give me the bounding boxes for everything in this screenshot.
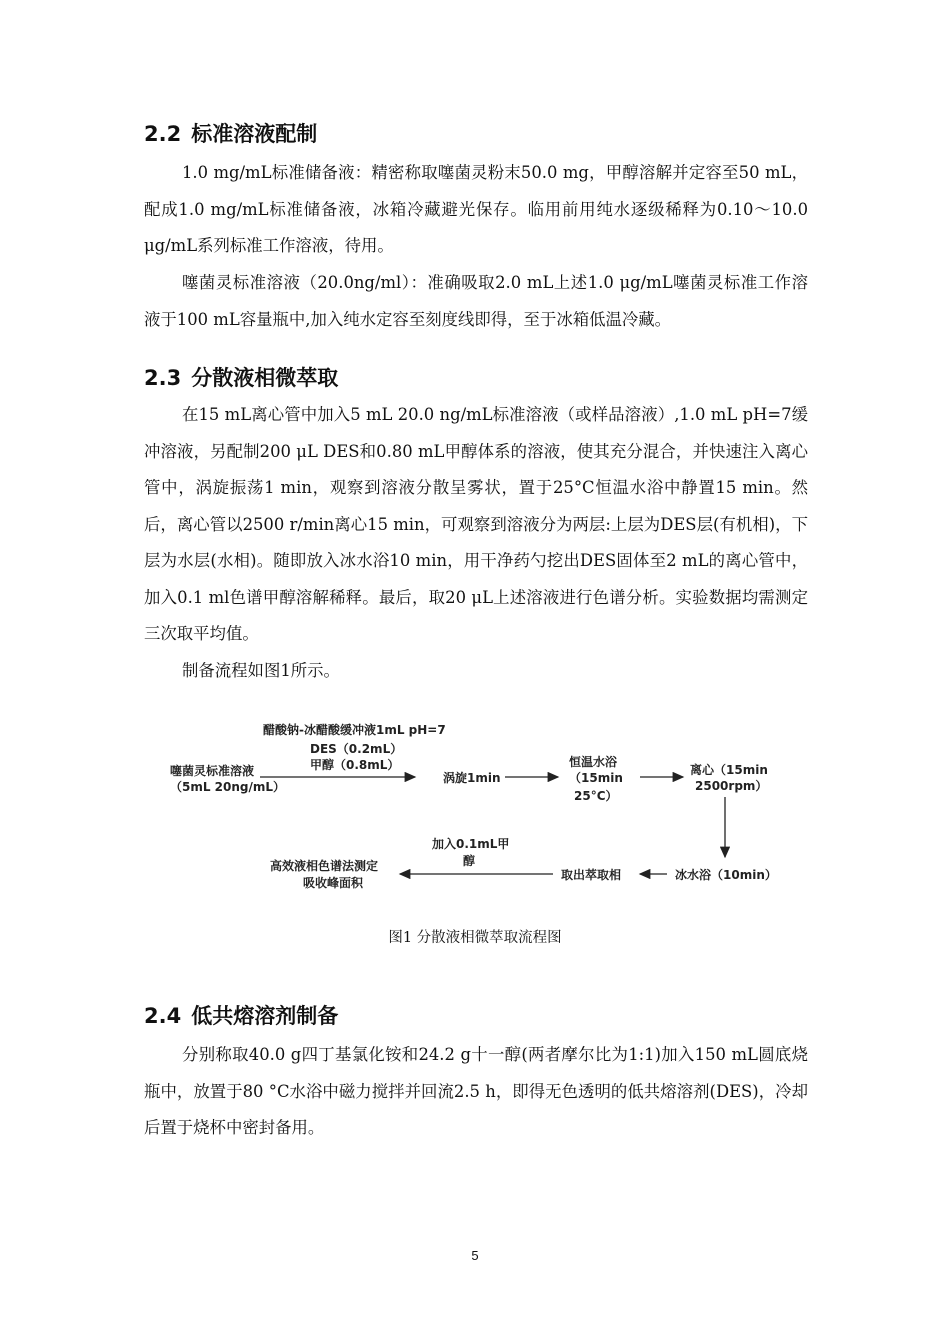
centrifuge-step: 离心（15min <box>690 763 768 777</box>
paragraph-standard-solution: 噻菌灵标准溶液（20.0ng/ml）：准确吸取2.0 mL上述1.0 μg/mL噻菌灵标准工作溶液于100 mL容量瓶中,加入纯水定容至刻度线即得，至于冰箱低温冷藏。 <box>144 273 808 329</box>
section-heading-2-4 <box>144 1000 338 1030</box>
water-bath-temp: 25°C） <box>574 789 618 803</box>
reagent-des-label: DES（0.2mL） <box>310 742 403 756</box>
vortex-step: 涡旋1min <box>443 771 501 785</box>
section-heading-2-2 <box>144 118 317 148</box>
water-bath-time: （15min <box>569 771 623 785</box>
section-number: 2.4 <box>144 1004 182 1028</box>
start-sample-label: 噻菌灵标准溶液 <box>170 764 255 778</box>
page-number: 5 <box>471 1248 479 1263</box>
add-methanol-label: 加入0.1mL甲 <box>432 837 510 851</box>
hplc-step: 高效液相色谱法测定 <box>270 859 379 873</box>
paragraph-des-preparation: 分别称取40.0 g四丁基氯化铵和24.2 g十一醇(两者摩尔比为1:1)加入150 mL圆底烧瓶中，放置于80 °C水浴中磁力搅拌并回流2.5 h，即得无色透明的低共熔溶剂(DES)，冷却后置于烧杯中密封备用。 <box>144 1045 808 1137</box>
flowchart <box>160 715 800 900</box>
section-number: 2.2 <box>144 122 182 146</box>
reagent-buffer-label: 醋酸钠-冰醋酸缓冲液1mL pH=7 <box>263 723 446 737</box>
ice-bath-step: 冰水浴（10min） <box>675 868 777 882</box>
reagent-methanol-label: 甲醇（0.8mL） <box>310 758 400 772</box>
hplc-step-cont: 吸收峰面积 <box>303 876 364 890</box>
section-title: 分散液相微萃取 <box>191 366 339 390</box>
figure-caption: 图1 分散液相微萃取流程图 <box>388 930 562 946</box>
water-bath-step: 恒温水浴 <box>569 755 618 769</box>
section-title: 低共熔溶剂制备 <box>191 1004 339 1028</box>
paragraph-flow-reference: 制备流程如图1所示。 <box>182 661 340 680</box>
section-title: 标准溶液配制 <box>191 122 318 146</box>
section-number: 2.3 <box>144 366 182 390</box>
paragraph-dllme-procedure: 在15 mL离心管中加入5 mL 20.0 ng/mL标准溶液（或样品溶液）,1.0 mL pH=7缓冲溶液，另配制200 μL DES和0.80 mL甲醇体系的溶液，使其充分混合，并快速注入离心管中，涡旋振荡1 min，观察到溶液分散呈雾状，置于25°C恒温水浴中静置15 min。然后，离心管以2500 r/min离心15 min，可观察到溶液分为两层:上层为DES层(有机相)，下层为水层(水相)。随即放入冰水浴10 min，用干净药勺挖出DES固体至2 mL的离心管中，加入0.1 ml色谱甲醇溶解稀释。最后，取20 μL上述溶液进行色谱分析。实验数据均需测定三次取平均值。 <box>144 405 808 643</box>
add-methanol-label-cont: 醇 <box>463 854 476 868</box>
extract-phase-step: 取出萃取相 <box>561 868 622 882</box>
start-sample-amount: （5mL 20ng/mL） <box>170 780 286 794</box>
paragraph-stock-solution: 1.0 mg/mL标准储备液：精密称取噻菌灵粉末50.0 mg，甲醇溶解并定容至50 mL，配成1.0 mg/mL标准储备液，冰箱冷藏避光保存。临用前用纯水逐级稀释为0.10～10.0 μg/mL系列标准工作溶液，待用。 <box>144 163 808 255</box>
section-heading-2-3 <box>144 362 338 392</box>
centrifuge-speed: 2500rpm） <box>695 779 768 793</box>
